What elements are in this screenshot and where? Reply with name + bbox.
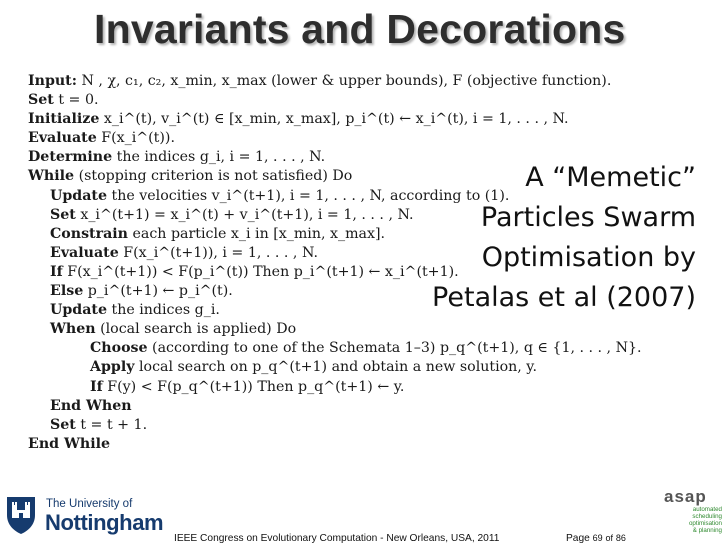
algorithm-text: N , χ, c₁, c₂, x_min, x_max (lower & upper bounds), F (objective function).	[76, 73, 612, 89]
algorithm-keyword: Determine	[28, 149, 113, 166]
algorithm-line	[28, 129, 548, 148]
algorithm-keyword: Constrain	[50, 225, 128, 242]
slide-footer	[0, 485, 728, 546]
algorithm-text: F(y) < F(p_q^(t+1)) Then p_q^(t+1) ← y.	[102, 378, 405, 395]
asap-tagline: optimisation	[688, 520, 722, 527]
algorithm-keyword: When	[50, 321, 96, 338]
slide-caption	[432, 158, 696, 318]
algorithm-text: p_i^(t+1) ← p_i^(t).	[83, 283, 233, 300]
algorithm-line	[28, 397, 548, 416]
page-of: of	[605, 533, 614, 543]
conference-label: IEEE Congress on Evolutionary Computation - New Orleans, USA, 2011	[174, 533, 500, 544]
algorithm-text: (local search is applied) Do	[95, 321, 297, 338]
asap-logo	[640, 485, 726, 545]
algorithm-keyword: Set	[50, 416, 76, 433]
algorithm-text: the velocities v_i^(t+1), i = 1, . . . , N, according to (1).	[107, 187, 510, 204]
algorithm-text: local search on p_q^(t+1) and obtain a new solution, y.	[134, 359, 537, 376]
algorithm-line	[28, 91, 548, 110]
page-label: Page	[566, 533, 590, 544]
algorithm-text: F(x_i^(t)).	[96, 130, 175, 147]
caption-line: Optimisation by	[481, 242, 696, 273]
university-crest-icon	[4, 493, 38, 535]
algorithm-text: the indices g_i, i = 1, . . . , N.	[112, 149, 326, 166]
page-current: 69	[592, 533, 603, 543]
asap-taglines	[678, 506, 722, 534]
algorithm-keyword: If	[90, 378, 103, 395]
asap-tagline: automated	[692, 506, 722, 513]
algorithm-text: x_i^(t), v_i^(t) ∈ [x_min, x_max], p_i^(t) ← x_i^(t), i = 1, . . . , N.	[99, 111, 569, 128]
asap-wordmark: asap	[664, 487, 707, 506]
university-name-line2: Nottingham	[45, 510, 164, 535]
algorithm-text: t = 0.	[53, 92, 99, 109]
algorithm-text: x_i^(t+1) = x_i^(t) + v_i^(t+1), i = 1, . . . , N.	[75, 206, 414, 223]
asap-tagline: scheduling	[692, 513, 722, 520]
algorithm-line	[28, 435, 548, 454]
algorithm-keyword: Initialize	[28, 111, 100, 128]
algorithm-keyword: Update	[50, 187, 107, 204]
algorithm-keyword: Else	[50, 283, 84, 300]
algorithm-keyword: If	[50, 263, 63, 280]
algorithm-text: (stopping criterion is not satisfied) Do	[74, 168, 353, 185]
algorithm-keyword: Set	[50, 206, 76, 223]
algorithm-text: t = t + 1.	[75, 416, 148, 433]
algorithm-keyword: Apply	[90, 359, 135, 376]
algorithm-line	[28, 378, 548, 397]
algorithm-keyword: Choose	[90, 340, 148, 357]
algorithm-keyword: Evaluate	[50, 244, 119, 261]
slide-title: Invariants and Decorations	[94, 6, 626, 52]
page-total: 86	[615, 533, 626, 543]
page-number	[566, 533, 626, 544]
algorithm-line	[28, 358, 548, 377]
algorithm-keyword: Update	[50, 302, 107, 319]
caption-line: A “Memetic”	[525, 162, 696, 193]
university-name-line1: The University of	[46, 498, 133, 510]
algorithm-text: each particle x_i in [x_min, x_max].	[127, 225, 386, 242]
asap-tagline: & planning	[692, 527, 722, 534]
algorithm-line	[28, 110, 569, 129]
algorithm-text: the indices g_i.	[107, 302, 220, 319]
caption-line: Particles Swarm	[480, 202, 696, 233]
algorithm-keyword: Input:	[28, 73, 77, 89]
algorithm-keyword: While	[28, 168, 75, 185]
algorithm-line	[28, 72, 612, 91]
algorithm-line	[28, 320, 548, 339]
algorithm-keyword: Set	[28, 92, 54, 109]
algorithm-text: F(x_i^(t+1)) < F(p_i^(t)) Then p_i^(t+1) ← x_i^(t+1).	[62, 263, 459, 280]
algorithm-keyword: Evaluate	[28, 130, 97, 147]
caption-line: Petalas et al (2007)	[432, 282, 696, 313]
algorithm-keyword: End While	[28, 435, 111, 452]
algorithm-text: (according to one of the Schemata 1–3) p_q^(t+1), q ∈ {1, . . . , N}.	[147, 340, 642, 357]
algorithm-keyword: End When	[50, 397, 132, 414]
algorithm-line	[28, 339, 642, 358]
algorithm-line	[28, 416, 548, 435]
university-logo	[4, 491, 164, 539]
algorithm-text: F(x_i^(t+1)), i = 1, . . . , N.	[118, 244, 318, 261]
